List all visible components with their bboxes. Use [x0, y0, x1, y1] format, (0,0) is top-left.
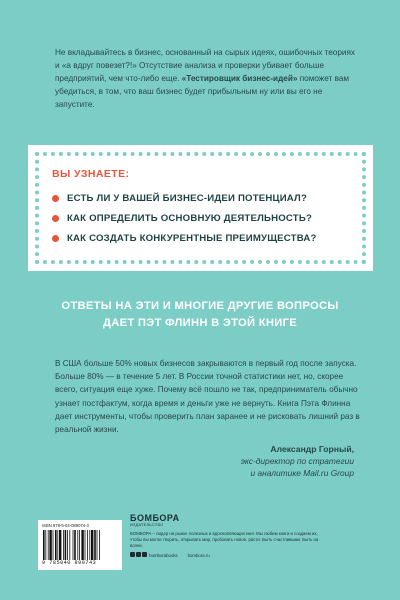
intro-text-2: поможет вам убедиться, в том, что ваш бизнес будет прибыльным ну или вы его не запустите. — [55, 74, 350, 109]
learn-list-item — [52, 213, 362, 224]
learn-list-item — [52, 193, 362, 204]
social-media-icon — [130, 552, 135, 557]
barcode-digits: 9 785040 890743 — [42, 560, 97, 566]
social-media-icon — [136, 552, 141, 557]
website-link[interactable]: bombora.ru — [187, 552, 210, 558]
social-media-icon — [142, 552, 147, 557]
learn-box — [28, 145, 373, 271]
publisher-subtitle: ИЗДАТЕЛЬСТВО — [130, 523, 164, 527]
headline-line-2: ДАЕТ ПЭТ ФЛИНН В ЭТОЙ КНИГЕ — [102, 317, 298, 329]
publisher-block — [130, 513, 330, 558]
learn-box-title: ВЫ УЗНАЕТЕ: — [52, 168, 130, 180]
author-role-2: и аналитике Mail.ru Group — [250, 468, 354, 478]
social-link[interactable] — [130, 552, 178, 558]
publisher-logo: БОМБОРА — [130, 513, 180, 523]
publisher-description: БОМБОРА – лидер на рынке полезных и вдохновляющих книг. Мы любим книги и создаем их, чтобы вы могли творить, открывать мир, пробовать новое, расти. Быть счастливыми. Быть на волне. — [130, 531, 319, 548]
bullet-icon — [52, 215, 59, 222]
barcode-block — [38, 520, 122, 570]
learn-box-border — [35, 152, 366, 264]
learn-item-text: КАК СОЗДАТЬ КОНКУРЕНТНЫЕ ПРЕИМУЩЕСТВА? — [67, 233, 317, 244]
bullet-icon — [52, 195, 59, 202]
intro-paragraph — [55, 46, 355, 111]
learn-list-item — [52, 233, 362, 244]
headline — [0, 298, 400, 332]
learn-list — [52, 193, 362, 244]
barcode-icon — [42, 530, 118, 560]
intro-text-1: Не вкладывайтесь в бизнес, основанный на сырых идеях, ошибочных теориях и «а вдруг повезет?!» Отсутствие анализа и проверки убивает больше предприятий, чем что-либо еще. — [55, 48, 355, 83]
author-name: Александр Горный, — [270, 444, 354, 454]
publisher-links — [130, 552, 330, 558]
headline-line-1: ОТВЕТЫ НА ЭТИ И МНОГИЕ ДРУГИЕ ВОПРОСЫ — [61, 300, 339, 312]
learn-item-text: ЕСТЬ ЛИ У ВАШЕЙ БИЗНЕС-ИДЕИ ПОТЕНЦИАЛ? — [67, 193, 308, 204]
bullet-icon — [52, 235, 59, 242]
isbn-label: ISBN 978-5-04-089074-3 — [42, 523, 89, 528]
author-role-1: экс-директор по стратегии — [240, 456, 354, 466]
review-author — [241, 443, 354, 479]
review-text: В США больше 50% новых бизнесов закрываются в первый год после запуска. Больше 80% — в течение 5 лет. В России точной статистики нет, но, скорее всего, ситуация еще хуже. Почему всё пошло не так, предприниматель обычно узнает постфактум, когда время и деньги уже не вернуть. Книга Пэта Флинна дает инструменты, чтобы проверить план заранее и не рисковать лишний раз в реальной жизни. — [55, 359, 360, 435]
intro-book-title: «Тестировщик бизнес-идей» — [181, 74, 298, 83]
learn-item-text: КАК ОПРЕДЕЛИТЬ ОСНОВНУЮ ДЕЯТЕЛЬНОСТЬ? — [67, 213, 313, 224]
social-handle: bomborabooks — [149, 553, 178, 558]
